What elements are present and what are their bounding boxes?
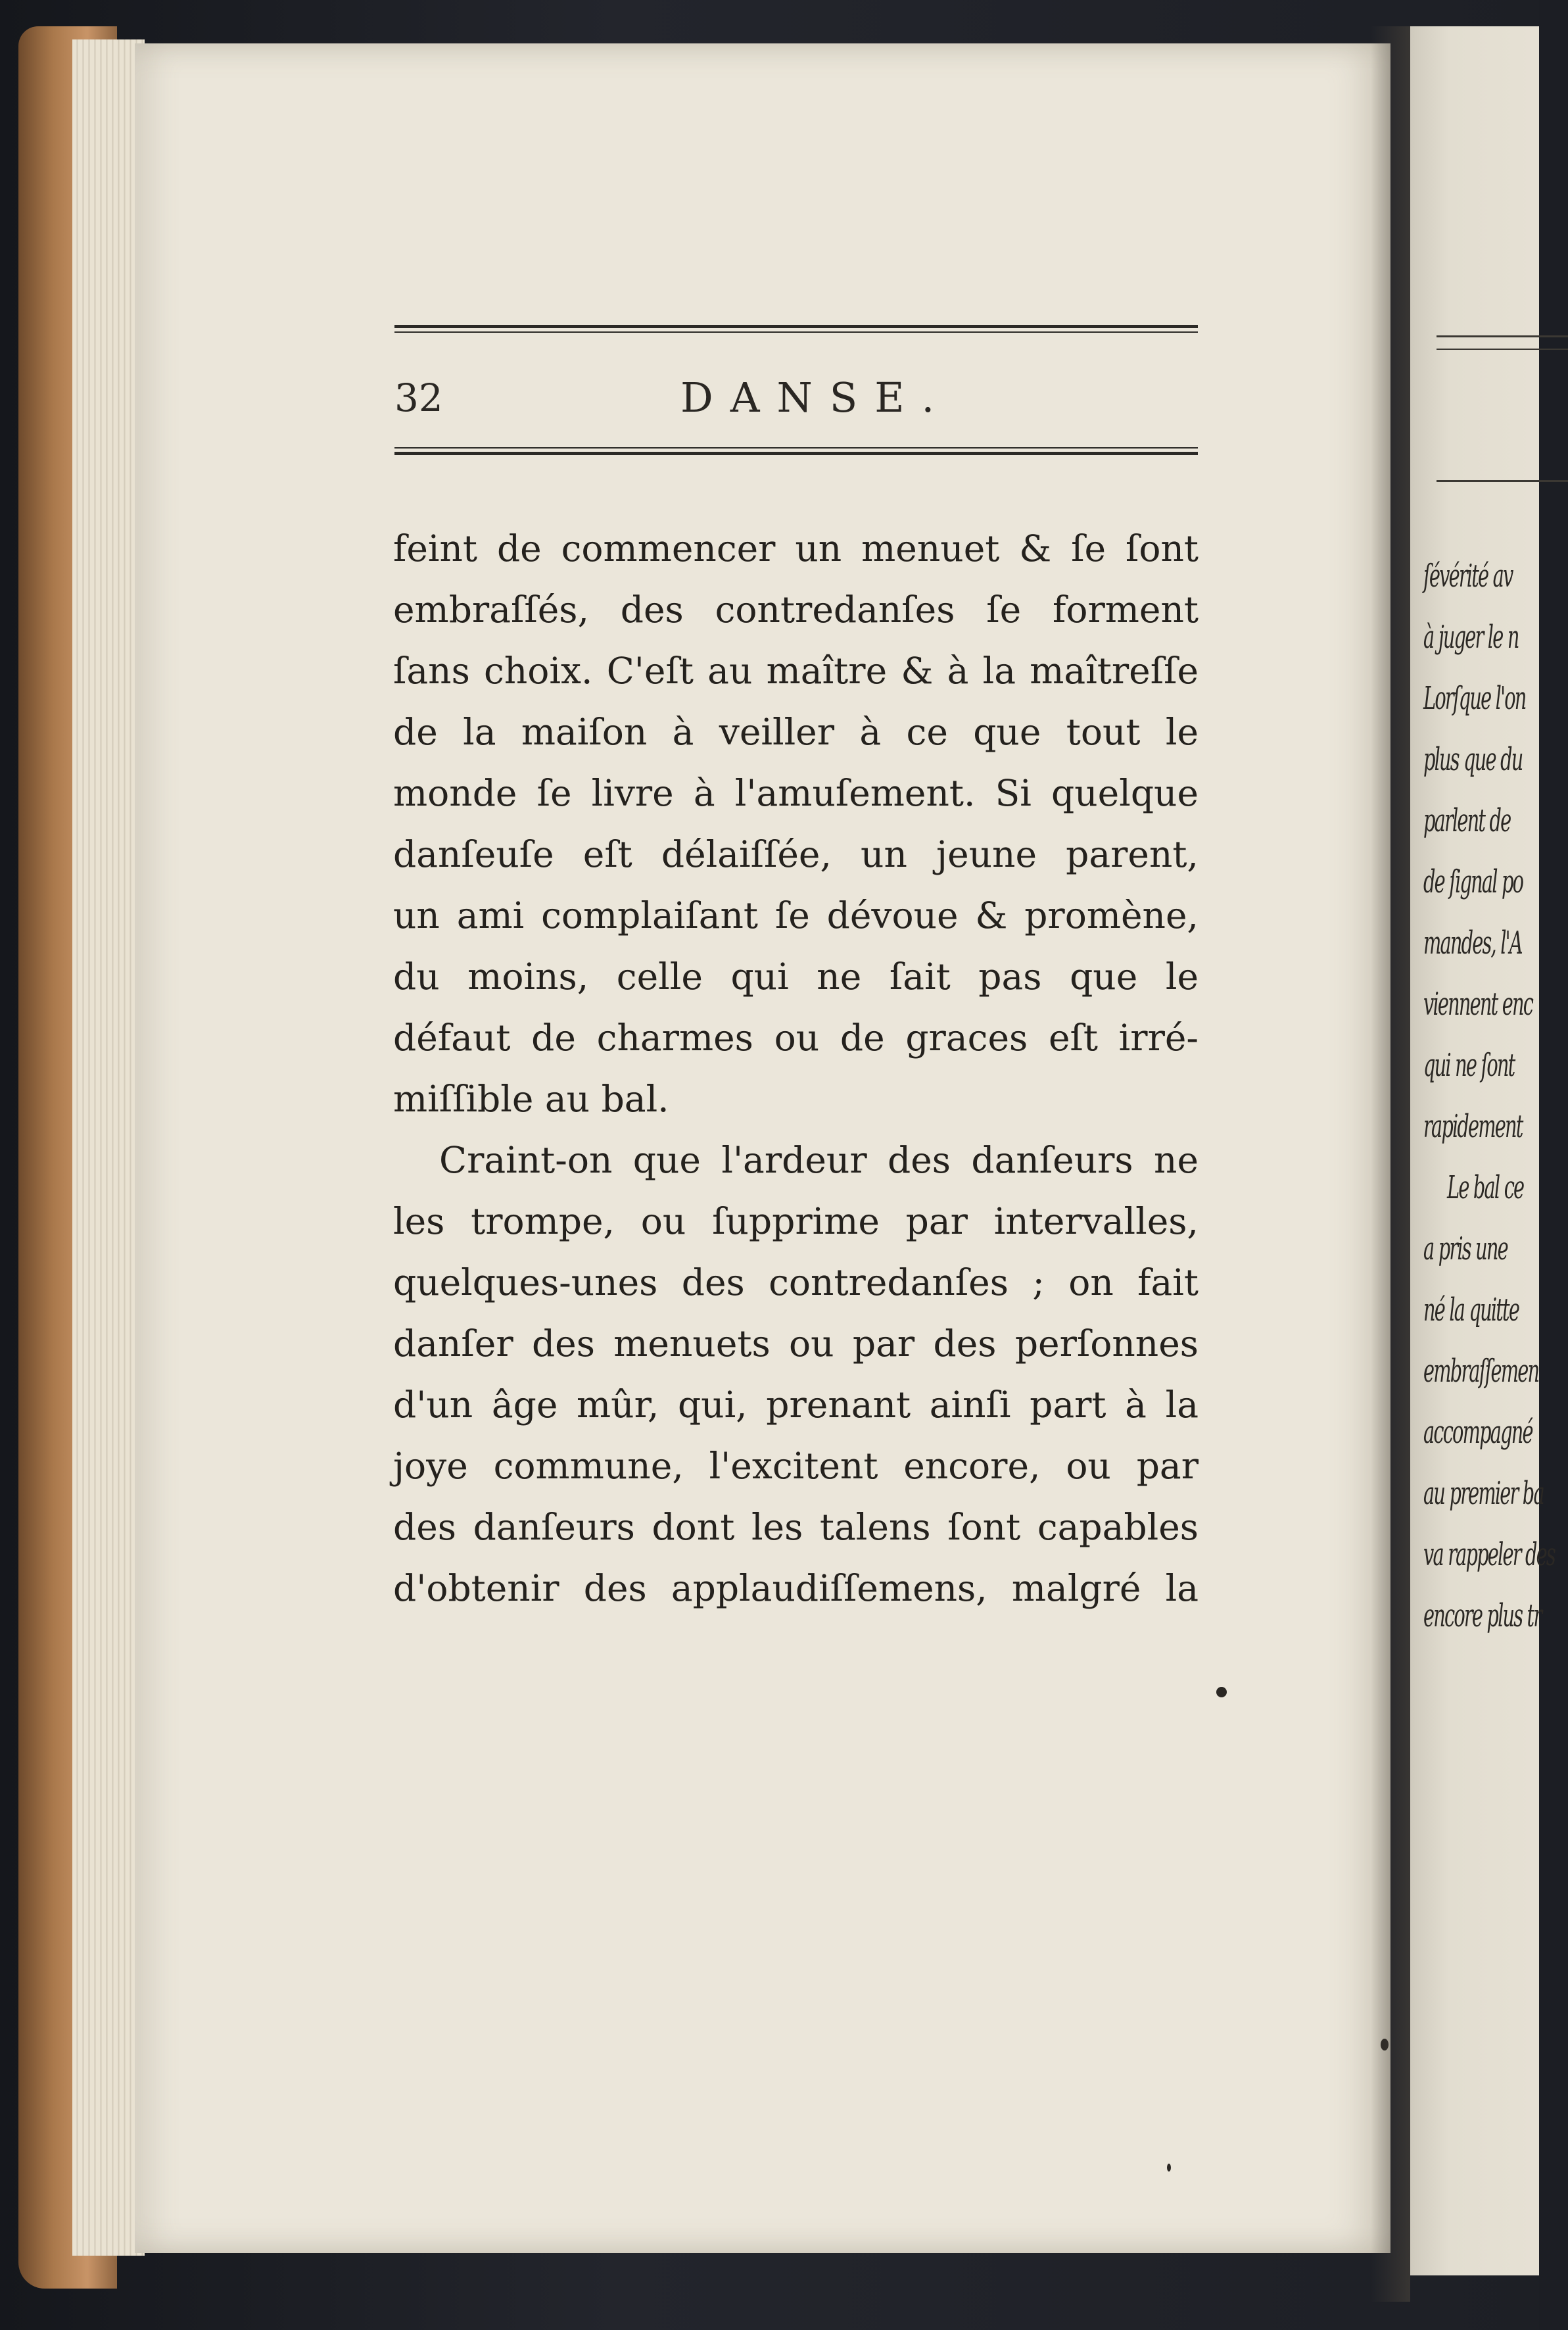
facing-text-line: a pris une [1423,1230,1508,1267]
text-line: monde ſe livre à l'amuſement. Si quelque [393,772,1199,814]
facing-text-line: viennent enc [1423,986,1533,1023]
facing-text-line: à juger le n [1423,619,1519,656]
text-line: d'un âge mûr, qui, prenant ainſi part à la [393,1384,1199,1426]
body-text [393,518,1199,1619]
facing-text-line: rapidement [1423,1108,1523,1145]
ink-speck [1167,2164,1171,2172]
facing-text-line: ſévérité av [1423,558,1513,595]
text-line: de la maiſon à veiller à ce que tout le [393,711,1199,753]
header-rule-top [394,325,1198,333]
running-head: DANSE. [680,374,952,422]
facing-rule [1437,480,1568,482]
text-line: danſeuſe eſt délaiſſée, un jeune parent, [393,833,1199,875]
facing-rule [1437,349,1568,350]
page-number: 32 [394,376,443,420]
facing-page [1410,26,1555,2275]
facing-text-line: va rappeler des [1423,1536,1555,1573]
facing-rule [1437,335,1568,337]
text-line: quelques-unes des contredanſes ; on fait [393,1261,1199,1303]
facing-text-line: mandes, l'A [1423,925,1522,961]
header-rule-bottom [394,447,1198,455]
facing-text-line: encore plus tr [1423,1597,1542,1634]
facing-text-line: au premier ba [1423,1475,1544,1512]
facing-text-line: accompagné [1423,1414,1532,1451]
text-line: les trompe, ou ſupprime par intervalles, [393,1200,1199,1242]
ink-speck [1216,1687,1227,1697]
page-edges [72,39,145,2256]
text-line: ſans choix. C'eſt au maître & à la maîtreſſe [393,650,1199,692]
facing-text-line: qui ne ſont [1423,1047,1515,1084]
facing-text-line: parlent de [1423,802,1511,839]
facing-page-text [1423,546,1568,1647]
text-line: danſer des menuets ou par des perſonnes [393,1323,1199,1365]
facing-text-line: né la quitte [1423,1292,1519,1328]
facing-text-line: embraſſemen [1423,1353,1539,1390]
facing-text-line: Le bal ce [1447,1169,1524,1206]
text-line: Craint-on que l'ardeur des danſeurs ne [439,1139,1199,1181]
text-line: feint de commencer un menuet & ſe ſont [393,527,1199,570]
text-line: un ami complaiſant ſe dévoue & promène, [393,894,1199,936]
facing-text-line: de ſignal po [1423,863,1523,900]
text-line: embraſſés, des contredanſes ſe forment [393,589,1199,631]
text-line: du moins, celle qui ne ſait pas que le [393,956,1199,998]
facing-text-line: plus que du [1423,741,1523,778]
text-line: d'obtenir des applaudiſſemens, malgré la [393,1567,1199,1609]
text-line: des danſeurs dont les talens ſont capables [393,1506,1199,1548]
gutter-shadow [1371,26,1410,2302]
text-line: miſſible au bal. [393,1078,669,1120]
facing-text-line: Lorſque l'on [1423,680,1526,717]
text-line: défaut de charmes ou de graces eſt irré- [393,1017,1199,1059]
text-line: joye commune, l'excitent encore, ou par [393,1445,1199,1487]
